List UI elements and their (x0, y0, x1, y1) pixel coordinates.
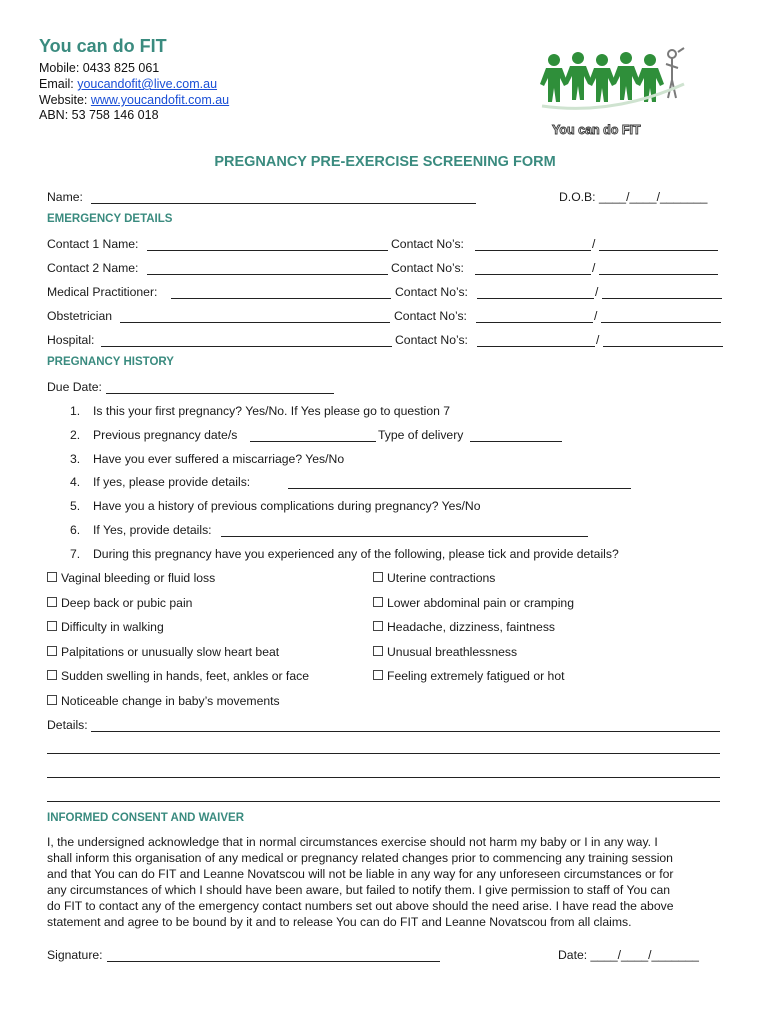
hospital-label: Hospital: (47, 333, 95, 347)
mobile-number: Mobile: 0433 825 061 (39, 61, 160, 75)
check-headache[interactable] (373, 620, 555, 634)
checkbox-icon[interactable] (373, 646, 383, 656)
complications-details-field[interactable] (221, 536, 588, 537)
delivery-type-field[interactable] (470, 441, 562, 442)
details-field-line-2[interactable] (47, 753, 720, 754)
check-label: Palpitations or unusually slow heart beat (61, 645, 280, 659)
contact2-numbers-label: Contact No’s: (391, 261, 464, 275)
consent-line: any circumstances of which I should have been aware, but failed to notify them. I give permission to staff of You can (47, 883, 671, 897)
consent-line: and that You can do FIT and Leanne Novatscou will not be liable in any way for any unforeseen circumstances or for (47, 867, 674, 881)
check-label: Difficulty in walking (61, 620, 164, 634)
contact1-number-field-a[interactable] (475, 250, 591, 251)
medical-practitioner-label: Medical Practitioner: (47, 285, 158, 299)
website-link[interactable]: www.youcandofit.com.au (90, 93, 230, 107)
checkbox-icon[interactable] (373, 572, 383, 582)
check-baby-movements[interactable] (47, 694, 280, 708)
check-label: Noticeable change in baby’s movements (61, 694, 280, 708)
date-field[interactable]: Date: ____/____/_______ (558, 948, 699, 962)
medical-numbers-label: Contact No’s: (395, 285, 468, 299)
hospital-number-field-a[interactable] (477, 346, 595, 347)
check-difficulty-walking[interactable] (47, 620, 164, 634)
q3-number: 3. (70, 452, 81, 466)
hospital-number-field-b[interactable] (603, 346, 723, 347)
obstetrician-field[interactable] (120, 322, 390, 323)
slash: / (592, 237, 596, 251)
contact1-name-field[interactable] (147, 250, 388, 251)
slash: / (596, 333, 600, 347)
consent-line: shall inform this organisation of any medical or pregnancy related changes prior to commencing any training session (47, 851, 673, 865)
check-label: Lower abdominal pain or cramping (387, 596, 574, 610)
medical-number-field-a[interactable] (477, 298, 594, 299)
check-label: Headache, dizziness, faintness (387, 620, 556, 634)
dob-field[interactable]: D.O.B: ____/____/_______ (559, 190, 708, 204)
company-logo (538, 44, 688, 140)
contact1-label: Contact 1 Name: (47, 237, 139, 251)
q4-text: If yes, please provide details: (93, 475, 251, 489)
consent-heading: INFORMED CONSENT AND WAIVER (47, 812, 244, 824)
slash: / (595, 285, 599, 299)
check-label: Vaginal bleeding or fluid loss (61, 571, 216, 585)
q6-number: 6. (70, 523, 81, 537)
abn: ABN: 53 758 146 018 (39, 108, 159, 122)
q2-type-label: Type of delivery (378, 428, 464, 442)
check-label: Uterine contractions (387, 571, 496, 585)
figure-1-icon (540, 54, 568, 102)
checkbox-icon[interactable] (47, 695, 57, 705)
email-prefix: Email: (39, 77, 78, 91)
q1-number: 1. (70, 404, 81, 418)
contact2-name-field[interactable] (147, 274, 388, 275)
slash: / (592, 261, 596, 275)
form-title: PREGNANCY PRE-EXERCISE SCREENING FORM (214, 154, 556, 170)
checkbox-icon[interactable] (47, 572, 57, 582)
medical-practitioner-field[interactable] (171, 298, 391, 299)
consent-line: I, the undersigned acknowledge that in normal circumstances exercise should not harm my baby or I in any way. I (47, 835, 658, 849)
check-label: Feeling extremely fatigued or hot (387, 669, 565, 683)
check-breathlessness[interactable] (373, 645, 517, 659)
check-label: Deep back or pubic pain (61, 596, 193, 610)
hospital-numbers-label: Contact No’s: (395, 333, 468, 347)
contact2-number-field-a[interactable] (475, 274, 591, 275)
miscarriage-details-field[interactable] (288, 488, 631, 489)
contact2-number-field-b[interactable] (599, 274, 718, 275)
q2-text: Previous pregnancy date/s (93, 428, 238, 442)
check-vaginal-bleeding[interactable] (47, 571, 215, 585)
signature-field[interactable] (107, 961, 440, 962)
details-label: Details: (47, 718, 88, 732)
name-field[interactable] (91, 203, 476, 204)
check-fatigue[interactable] (373, 669, 565, 683)
people-chain-logo-icon (538, 44, 688, 140)
checkbox-icon[interactable] (373, 597, 383, 607)
medical-number-field-b[interactable] (602, 298, 722, 299)
checkbox-icon[interactable] (373, 621, 383, 631)
q1-text: Is this your first pregnancy? Yes/No. If Yes please go to question 7 (93, 404, 451, 418)
logo-text: You can do FIT (552, 123, 641, 137)
consent-paragraph (47, 834, 727, 930)
checkbox-icon[interactable] (47, 670, 57, 680)
signature-label: Signature: (47, 948, 103, 962)
q3-text: Have you ever suffered a miscarriage? Yes/No (93, 452, 345, 466)
website-prefix: Website: (39, 93, 91, 107)
q6-text: If Yes, provide details: (93, 523, 212, 537)
slash: / (594, 309, 598, 323)
figure-4-icon (612, 52, 640, 100)
q4-number: 4. (70, 475, 81, 489)
website-line (39, 93, 229, 107)
q5-text: Have you a history of previous complications during pregnancy? Yes/No (93, 499, 481, 513)
check-swelling[interactable] (47, 669, 309, 683)
name-label: Name: (47, 190, 83, 204)
due-date-field[interactable] (106, 393, 334, 394)
details-field-line-3[interactable] (47, 777, 720, 778)
obstetrician-number-field-b[interactable] (601, 322, 721, 323)
email-line (39, 77, 217, 91)
details-field-line-4[interactable] (47, 801, 720, 802)
check-back-pain[interactable] (47, 596, 192, 610)
q7-text: During this pregnancy have you experienced any of the following, please tick and provide details? (93, 547, 619, 561)
check-uterine-contractions[interactable] (373, 571, 495, 585)
email-link[interactable]: youcandofit@live.com.au (77, 77, 218, 91)
consent-line: do FIT to contact any of the emergency contact numbers set out above should the need arise. I have read the above (47, 899, 674, 913)
checkbox-icon[interactable] (373, 670, 383, 680)
q5-number: 5. (70, 499, 81, 513)
contact1-numbers-label: Contact No’s: (391, 237, 464, 251)
checkbox-icon[interactable] (47, 646, 57, 656)
company-name: You can do FIT (39, 36, 167, 56)
contact1-number-field-b[interactable] (599, 250, 718, 251)
check-label: Sudden swelling in hands, feet, ankles or face (61, 669, 309, 683)
checkbox-icon[interactable] (47, 597, 57, 607)
figure-3-icon (588, 54, 616, 102)
due-date-label: Due Date: (47, 380, 102, 394)
emergency-heading: EMERGENCY DETAILS (47, 213, 173, 225)
pregnancy-history-heading: PREGNANCY HISTORY (47, 356, 174, 368)
checkbox-icon[interactable] (47, 621, 57, 631)
previous-pregnancy-field[interactable] (250, 441, 376, 442)
contact2-label: Contact 2 Name: (47, 261, 139, 275)
figure-2-icon (564, 52, 592, 100)
consent-line: statement and agree to be bound by it and to release You can do FIT and Leanne Novatscou from all claims. (47, 915, 632, 929)
obstetrician-number-field-a[interactable] (476, 322, 593, 323)
details-field-line-1[interactable] (91, 731, 720, 732)
check-label: Unusual breathlessness (387, 645, 518, 659)
check-abdominal-pain[interactable] (373, 596, 574, 610)
hospital-field[interactable] (101, 346, 392, 347)
q2-number: 2. (70, 428, 81, 442)
check-palpitations[interactable] (47, 645, 279, 659)
obstetrician-label: Obstetrician (47, 309, 113, 323)
q7-number: 7. (70, 547, 81, 561)
obstetrician-numbers-label: Contact No’s: (394, 309, 467, 323)
